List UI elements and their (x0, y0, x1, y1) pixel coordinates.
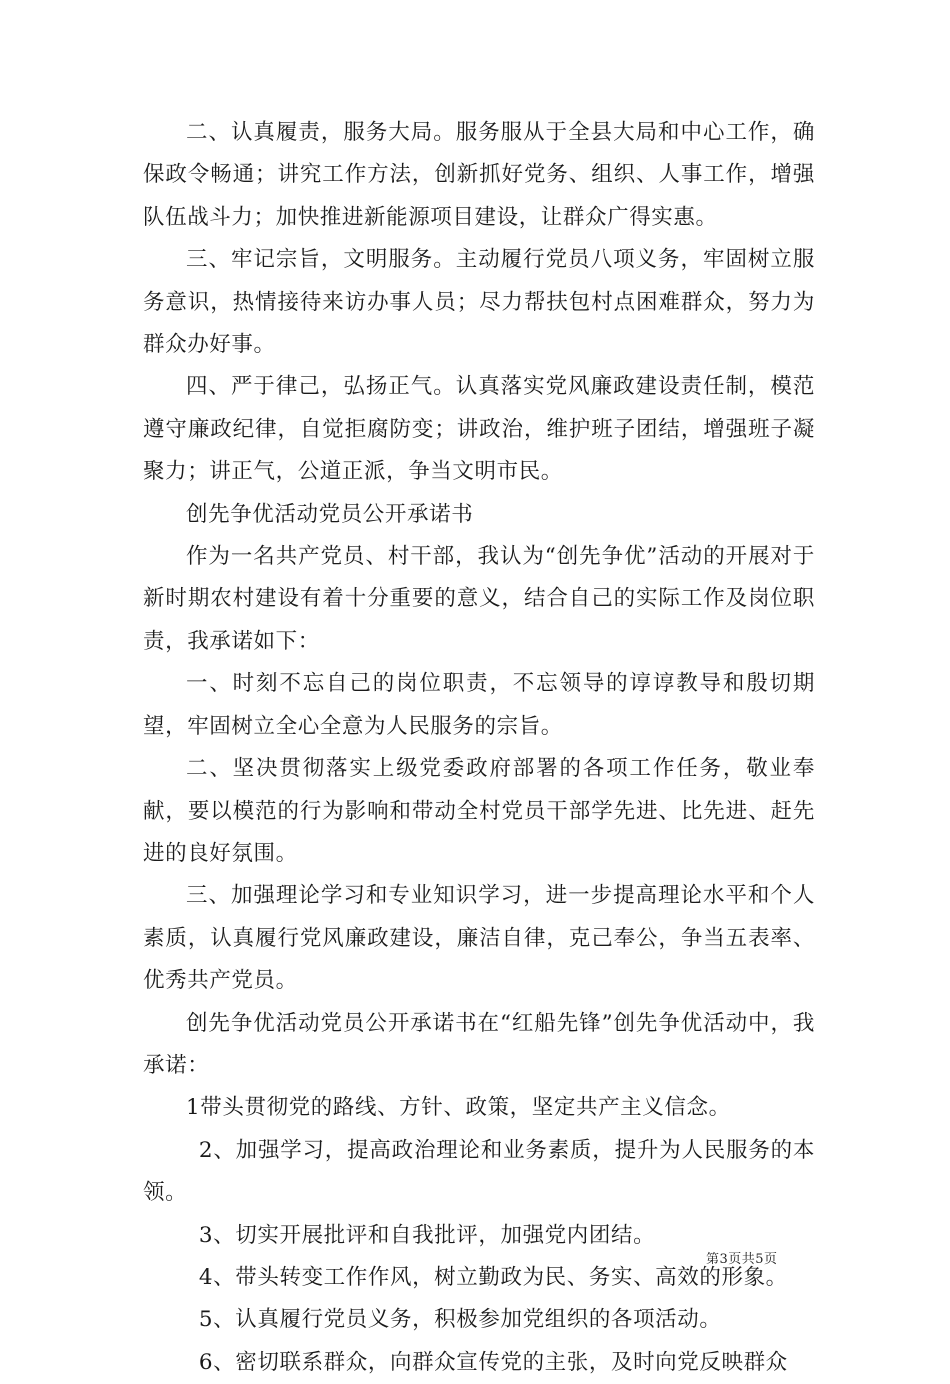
section-heading: 创先争优活动党员公开承诺书 (186, 501, 474, 527)
paragraph: 三、加强理论学习和专业知识学习，进一步提高理论水平和个人素质，认真履行党风廉政建设，廉洁自律，克己奉公，争当五表率、优秀共产党员。 (143, 883, 815, 994)
list-item: 6、密切联系群众，向群众宣传党的主张，及时向党反映群众 (198, 1349, 788, 1375)
paragraph: 作为一名共产党员、村干部，我认为“创先争优”活动的开展对于新时期农村建设有着十分重要的意义，结合自己的实际工作及岗位职责，我承诺如下： (143, 544, 815, 654)
list-item: 2、加强学习，提高政治理论和业务素质，提升为人民服务的本领。 (143, 1137, 815, 1206)
list-item: 5、认真履行党员义务，积极参加党组织的各项活动。 (198, 1307, 722, 1333)
paragraph: 四、严于律己，弘扬正气。认真落实党风廉政建设责任制，模范遵守廉政纪律，自觉拒腐防变；讲政治，维护班子团结，增强班子凝聚力；讲正气，公道正派，争当文明市民。 (143, 374, 815, 485)
paragraph: 二、认真履责，服务大局。服务服从于全县大局和中心工作，确保政令畅通；讲究工作方法，创新抓好党务、组织、人事工作，增强队伍战斗力；加快推进新能源项目建设，让群众广得实惠。 (143, 120, 815, 230)
document-body (143, 112, 815, 1384)
page-number: 第3页共5页 (706, 1252, 778, 1267)
list-item: 4、带头转变工作作风，树立勤政为民、务实、高效的形象。 (198, 1264, 788, 1290)
paragraph: 创先争优活动党员公开承诺书在“红船先锋”创先争优活动中，我承诺： (143, 1010, 815, 1078)
paragraph: 一、时刻不忘自己的岗位职责，不忘领导的谆谆教导和殷切期望，牢固树立全心全意为人民服务的宗旨。 (143, 671, 815, 739)
paragraph: 三、牢记宗旨，文明服务。主动履行党员八项义务，牢固树立服务意识，热情接待来访办事人员；尽力帮扶包村点困难群众，努力为群众办好事。 (143, 247, 815, 358)
list-item: 3、切实开展批评和自我批评，加强党内团结。 (198, 1222, 656, 1248)
list-item: 1带头贯彻党的路线、方针、政策，坚定共产主义信念。 (186, 1095, 731, 1121)
paragraph: 二、坚决贯彻落实上级党委政府部署的各项工作任务，敬业奉献，要以模范的行为影响和带动全村党员干部学先进、比先进、赶先进的良好氛围。 (143, 756, 815, 866)
